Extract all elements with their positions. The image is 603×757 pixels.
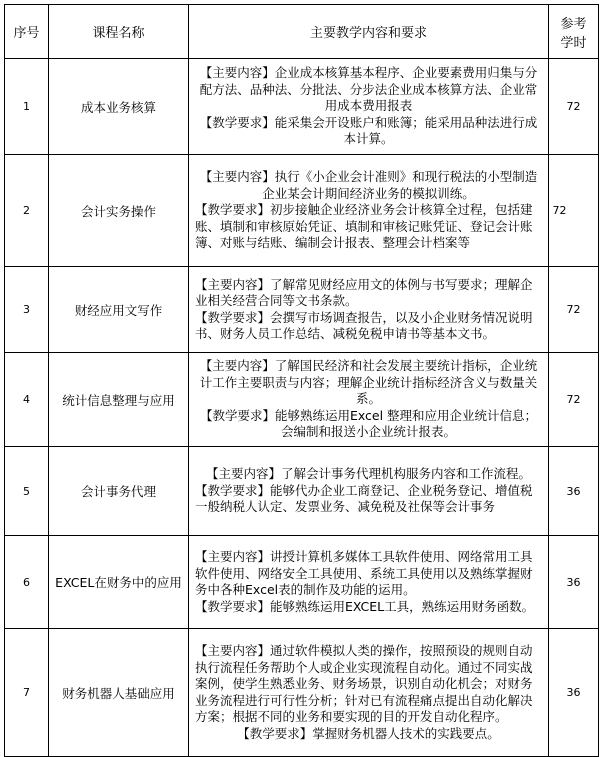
course-table	[4, 4, 599, 757]
row-no: 1	[5, 59, 49, 155]
row-content	[189, 536, 549, 629]
row-main-content: 【主要内容】了解国民经济和社会发展主要统计指标，企业统计工作主要职责与内容；理解企业统计指标经济含义与数量关系。	[199, 358, 538, 407]
row-no: 3	[5, 267, 49, 353]
header-course-name: 课程名称	[49, 5, 189, 59]
row-no: 2	[5, 155, 49, 267]
row-course-name: 财务机器人基础应用	[49, 629, 189, 757]
row-content	[189, 447, 549, 536]
row-hours: 72	[549, 353, 599, 447]
table-row	[5, 59, 599, 155]
row-content	[189, 155, 549, 267]
row-main-content: 【主要内容】企业成本核算基本程序、企业要素费用归集与分配方法、品种法、分批法、分步法企业成本核算方法、企业常用成本费用报表	[199, 65, 538, 114]
row-content	[189, 267, 549, 353]
row-hours	[549, 155, 599, 267]
row-main-content: 【主要内容】了解常见财经应用文的体例与书写要求；理解企业相关经营合同等文书条款。	[195, 276, 533, 308]
row-main-content: 【主要内容】了解会计事务代理机构服务内容和工作流程。	[205, 466, 531, 482]
row-main-content: 【主要内容】执行《小企业会计准则》和现行税法的小型制造企业某会计期间经济业务的模拟训练。	[199, 169, 538, 201]
table-row	[5, 536, 599, 629]
row-no: 4	[5, 353, 49, 447]
row-content	[189, 59, 549, 155]
row-hours: 72	[549, 267, 599, 353]
row-course-name: EXCEL在财务中的应用	[49, 536, 189, 629]
row-content	[189, 629, 549, 757]
row-hours: 72	[549, 59, 599, 155]
table-row	[5, 353, 599, 447]
row-hours: 36	[549, 536, 599, 629]
row-main-content: 【主要内容】讲授计算机多媒体工具软件使用、网络常用工具软件使用、网络安全工具使用、系统工具使用以及熟练掌握财务中各种Excel表的制作及功能的运用。	[195, 549, 533, 597]
row-requirements: 【教学要求】初步接触企业经济业务会计核算全过程，包括建账、填制和审核原始凭证、填制和审核记账凭证、登记会计账簿、对账与结账、编制会计报表、整理会计档案等	[195, 202, 533, 251]
row-requirements: 【教学要求】能够熟练运用EXCEL工具，熟练运用财务函数。	[195, 598, 535, 614]
header-hours-line1: 参考	[560, 16, 587, 32]
header-no: 序号	[5, 5, 49, 59]
row-course-name: 财经应用文写作	[49, 267, 189, 353]
row-requirements: 【教学要求】能够代办企业工商登记、企业税务登记、增值税一般纳税人认定、发票业务、减免税及社保等会计事务	[195, 482, 533, 515]
row-course-name: 会计事务代理	[49, 447, 189, 536]
row-no: 7	[5, 629, 49, 757]
table-row	[5, 629, 599, 757]
row-requirements: 【教学要求】掌握财务机器人技术的实践要点。	[237, 725, 500, 741]
row-no: 5	[5, 447, 49, 536]
header-content: 主要教学内容和要求	[189, 5, 549, 59]
row-content	[189, 353, 549, 447]
table-row	[5, 267, 599, 353]
row-course-name: 统计信息整理与应用	[49, 353, 189, 447]
row-course-name: 成本业务核算	[49, 59, 189, 155]
table-header-row	[5, 5, 599, 59]
table-row	[5, 155, 599, 267]
header-hours-line2: 学时	[560, 35, 587, 51]
row-main-content: 【主要内容】通过软件模拟人类的操作，按照预设的规则自动执行流程任务帮助个人或企业实现流程自动化。通过不同实战案例，使学生熟悉业务、财务场景，识别自动化机会；对财务业务流程进行可行性分析；针对已有流程痛点提出自动化解决方案；根据不同的业务和要实现的目的开发自动化程序。	[195, 643, 533, 724]
row-hours: 36	[549, 447, 599, 536]
row-requirements: 【教学要求】会撰写市场调查报告，以及小企业财务情况说明书、财务人员工作总结、减税免税申请书等基本文书。	[195, 309, 533, 341]
row-no: 6	[5, 536, 49, 629]
row-hours: 36	[549, 629, 599, 757]
row-course-name: 会计实务操作	[49, 155, 189, 267]
row-requirements: 【教学要求】能采集会开设账户和账簿；能采用品种法进行成本计算。	[199, 114, 538, 147]
row-requirements: 【教学要求】能够熟练运用Excel 整理和应用企业统计信息；会编制和报送小企业统计报表。	[199, 407, 538, 440]
table-row	[5, 447, 599, 536]
row-hours-value: 72	[552, 204, 567, 217]
header-hours	[549, 5, 599, 59]
